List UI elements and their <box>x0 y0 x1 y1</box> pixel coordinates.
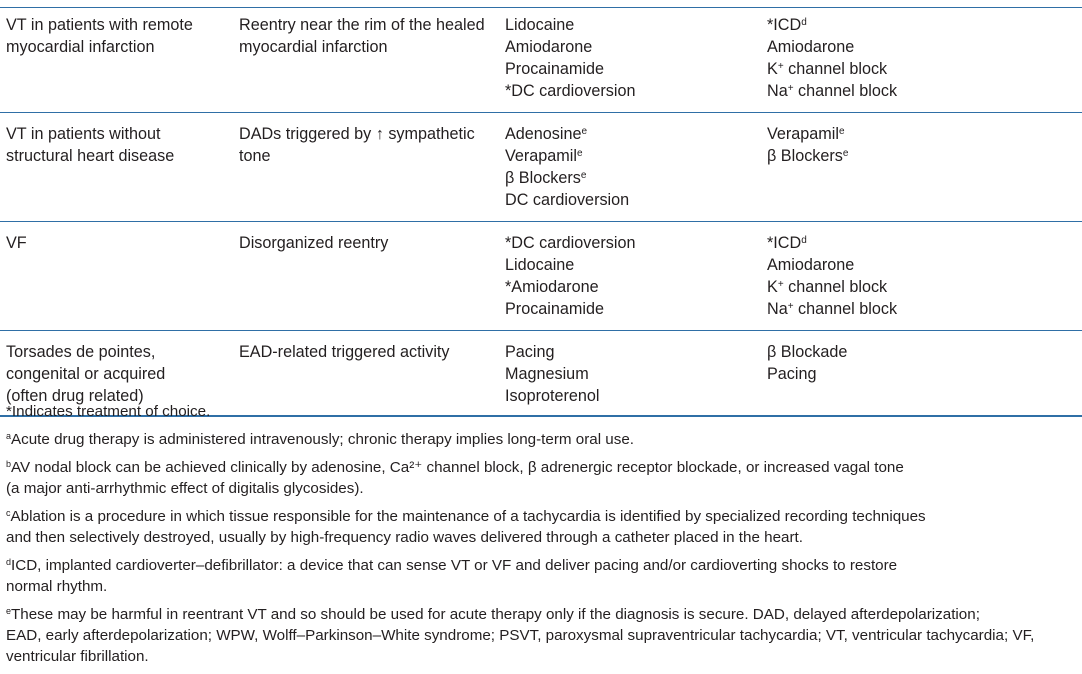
footnote <box>6 401 1078 422</box>
footnote-line <box>6 646 1078 667</box>
therapy-name: β Blockers <box>505 169 581 187</box>
footnote-text: Acute drug therapy is administered intravenously; chronic therapy implies long-term oral use. <box>11 431 634 448</box>
therapy-name-suffix: channel block <box>793 82 898 100</box>
footnote-text: EAD, early afterdepolarization; WPW, Wolff–Parkinson–White syndrome; PSVT, paroxysmal supraventricular tachycardia; VT, ventricular tachycardia; VF, <box>6 627 1035 644</box>
therapy-name: Amiodarone <box>767 38 855 56</box>
chronic-therapy-cell <box>761 113 1082 222</box>
footnote-mark: e <box>576 148 583 159</box>
acute-therapy-item <box>505 36 761 58</box>
footnote-text: These may be harmful in reentrant VT and so should be used for acute therapy only if the diagnosis is secure. DAD, delayed afterdepolarization; <box>11 606 980 623</box>
mechanism-line: tone <box>239 147 271 165</box>
therapy-name: *ICD <box>767 234 802 252</box>
acute-therapy-cell <box>499 222 761 331</box>
therapy-name: Verapamil <box>767 125 839 143</box>
footnote-mark: a <box>6 431 12 441</box>
mechanism-line: myocardial infarction <box>239 38 388 56</box>
condition-line: congenital or acquired <box>6 365 166 383</box>
mechanism-line: Reentry near the rim of the healed <box>239 16 485 34</box>
condition-line: structural heart disease <box>6 147 175 165</box>
footnote-mark: + <box>777 279 784 290</box>
chronic-therapy-item <box>767 363 1082 385</box>
chronic-therapy-item <box>767 123 1082 145</box>
chronic-therapy-item <box>767 80 1082 102</box>
condition-line: VT in patients with remote <box>6 16 193 34</box>
table-row <box>0 222 1082 331</box>
acute-therapy-item <box>505 123 761 145</box>
acute-therapy-item <box>505 298 761 320</box>
footnote-mark: d <box>801 17 807 28</box>
condition-line: VF <box>6 234 27 252</box>
mechanism-line: EAD-related triggered activity <box>239 343 450 361</box>
footnote-line <box>6 429 1078 450</box>
mechanism-cell <box>233 113 499 222</box>
mechanism-line: DADs triggered by ↑ sympathetic <box>239 125 475 143</box>
footnote-text: *Indicates treatment of choice. <box>6 403 211 420</box>
mechanism-cell <box>233 222 499 331</box>
footnote-text: ICD, implanted cardioverter–defibrillator: a device that can sense VT or VF and deliver pacing and/or cardioverting shocks to restore <box>11 557 898 574</box>
therapy-name: Adenosine <box>505 125 582 143</box>
footnote-mark: e <box>838 126 845 137</box>
footnote-line <box>6 576 1078 597</box>
arrhythmia-table <box>0 7 1082 417</box>
therapy-name: Isoproterenol <box>505 387 600 405</box>
therapy-name: *DC cardioversion <box>505 234 636 252</box>
footnote-mark: e <box>842 148 849 159</box>
therapy-name: Amiodarone <box>505 38 593 56</box>
chronic-therapy-item <box>767 145 1082 167</box>
footnote <box>6 506 1078 548</box>
therapy-name: Pacing <box>767 365 817 383</box>
footnote-text: Ablation is a procedure in which tissue responsible for the maintenance of a tachycardia is identified by specialized recording techniques <box>10 508 926 525</box>
acute-therapy-item <box>505 58 761 80</box>
chronic-therapy-item <box>767 298 1082 320</box>
chronic-therapy-item <box>767 254 1082 276</box>
acute-therapy-item <box>505 80 761 102</box>
chronic-therapy-cell <box>761 222 1082 331</box>
therapy-name: Procainamide <box>505 60 604 78</box>
therapy-name: Magnesium <box>505 365 589 383</box>
acute-therapy-item <box>505 167 761 189</box>
therapy-name-suffix: channel block <box>793 300 898 318</box>
footnote-mark: e <box>6 606 12 616</box>
footnote-line <box>6 457 1078 478</box>
footnote-mark: + <box>777 61 784 72</box>
chronic-therapy-item <box>767 232 1082 254</box>
condition-cell <box>0 222 233 331</box>
acute-therapy-item <box>505 189 761 211</box>
footnote-line <box>6 604 1078 625</box>
therapy-name: Amiodarone <box>767 256 855 274</box>
footnote-mark: d <box>6 557 12 567</box>
footnote-mark: d <box>801 235 807 246</box>
footnote <box>6 555 1078 597</box>
footnote-mark: b <box>6 459 12 469</box>
therapy-name: β Blockade <box>767 343 848 361</box>
footnote-line <box>6 625 1078 646</box>
therapy-name: K <box>767 278 778 296</box>
footnote <box>6 429 1078 450</box>
therapy-name: Na <box>767 300 788 318</box>
mechanism-line: Disorganized reentry <box>239 234 389 252</box>
footnote-text: (a major anti-arrhythmic effect of digitalis glycosides). <box>6 480 364 497</box>
footnote-mark: + <box>787 301 794 312</box>
therapy-name: Verapamil <box>505 147 577 165</box>
chronic-therapy-item <box>767 341 1082 363</box>
footnote-line <box>6 401 1078 422</box>
acute-therapy-cell <box>499 113 761 222</box>
condition-line: myocardial infarction <box>6 38 155 56</box>
therapy-name-suffix: channel block <box>783 60 888 78</box>
therapy-name: K <box>767 60 778 78</box>
footnote-line <box>6 506 1078 527</box>
therapy-name-suffix: channel block <box>783 278 888 296</box>
acute-therapy-item <box>505 254 761 276</box>
acute-therapy-item <box>505 276 761 298</box>
table-body <box>0 8 1082 417</box>
therapy-name: Na <box>767 82 788 100</box>
mechanism-cell <box>233 8 499 113</box>
footnote-line <box>6 478 1078 499</box>
footnote-text: and then selectively destroyed, usually by high-frequency radio waves delivered through a catheter placed in the heart. <box>6 529 803 546</box>
chronic-therapy-item <box>767 14 1082 36</box>
acute-therapy-item <box>505 363 761 385</box>
acute-therapy-item <box>505 145 761 167</box>
footnote-text: AV nodal block can be achieved clinically by adenosine, Ca²⁺ channel block, β adrenergic receptor blockade, or increased vagal tone <box>11 459 904 476</box>
condition-cell <box>0 8 233 113</box>
footnote-mark: e <box>580 170 587 181</box>
therapy-name: *Amiodarone <box>505 278 599 296</box>
footnote-line <box>6 555 1078 576</box>
footnote-mark: c <box>6 508 11 518</box>
therapy-name: *ICD <box>767 16 802 34</box>
acute-therapy-cell <box>499 8 761 113</box>
table-row <box>0 113 1082 222</box>
therapy-name: DC cardioversion <box>505 191 630 209</box>
condition-cell <box>0 113 233 222</box>
acute-therapy-item <box>505 232 761 254</box>
footnote-mark: + <box>787 83 794 94</box>
therapy-name: Lidocaine <box>505 256 575 274</box>
acute-therapy-item <box>505 341 761 363</box>
therapy-name: Pacing <box>505 343 555 361</box>
acute-therapy-item <box>505 14 761 36</box>
chronic-therapy-item <box>767 276 1082 298</box>
footnote <box>6 457 1078 499</box>
table-row <box>0 8 1082 113</box>
therapy-name: Procainamide <box>505 300 604 318</box>
condition-line: Torsades de pointes, <box>6 343 156 361</box>
chronic-therapy-item <box>767 58 1082 80</box>
condition-line: (often drug related) <box>6 387 144 405</box>
therapy-name: β Blockers <box>767 147 843 165</box>
footnote-text: ventricular fibrillation. <box>6 648 149 665</box>
chronic-therapy-cell <box>761 8 1082 113</box>
chronic-therapy-item <box>767 36 1082 58</box>
therapy-name: *DC cardioversion <box>505 82 636 100</box>
footnote <box>6 604 1078 667</box>
footnote-line <box>6 527 1078 548</box>
condition-line: VT in patients without <box>6 125 161 143</box>
footnote-mark: e <box>581 126 588 137</box>
footnote-text: normal rhythm. <box>6 578 108 595</box>
footnotes <box>6 401 1078 674</box>
therapy-name: Lidocaine <box>505 16 575 34</box>
